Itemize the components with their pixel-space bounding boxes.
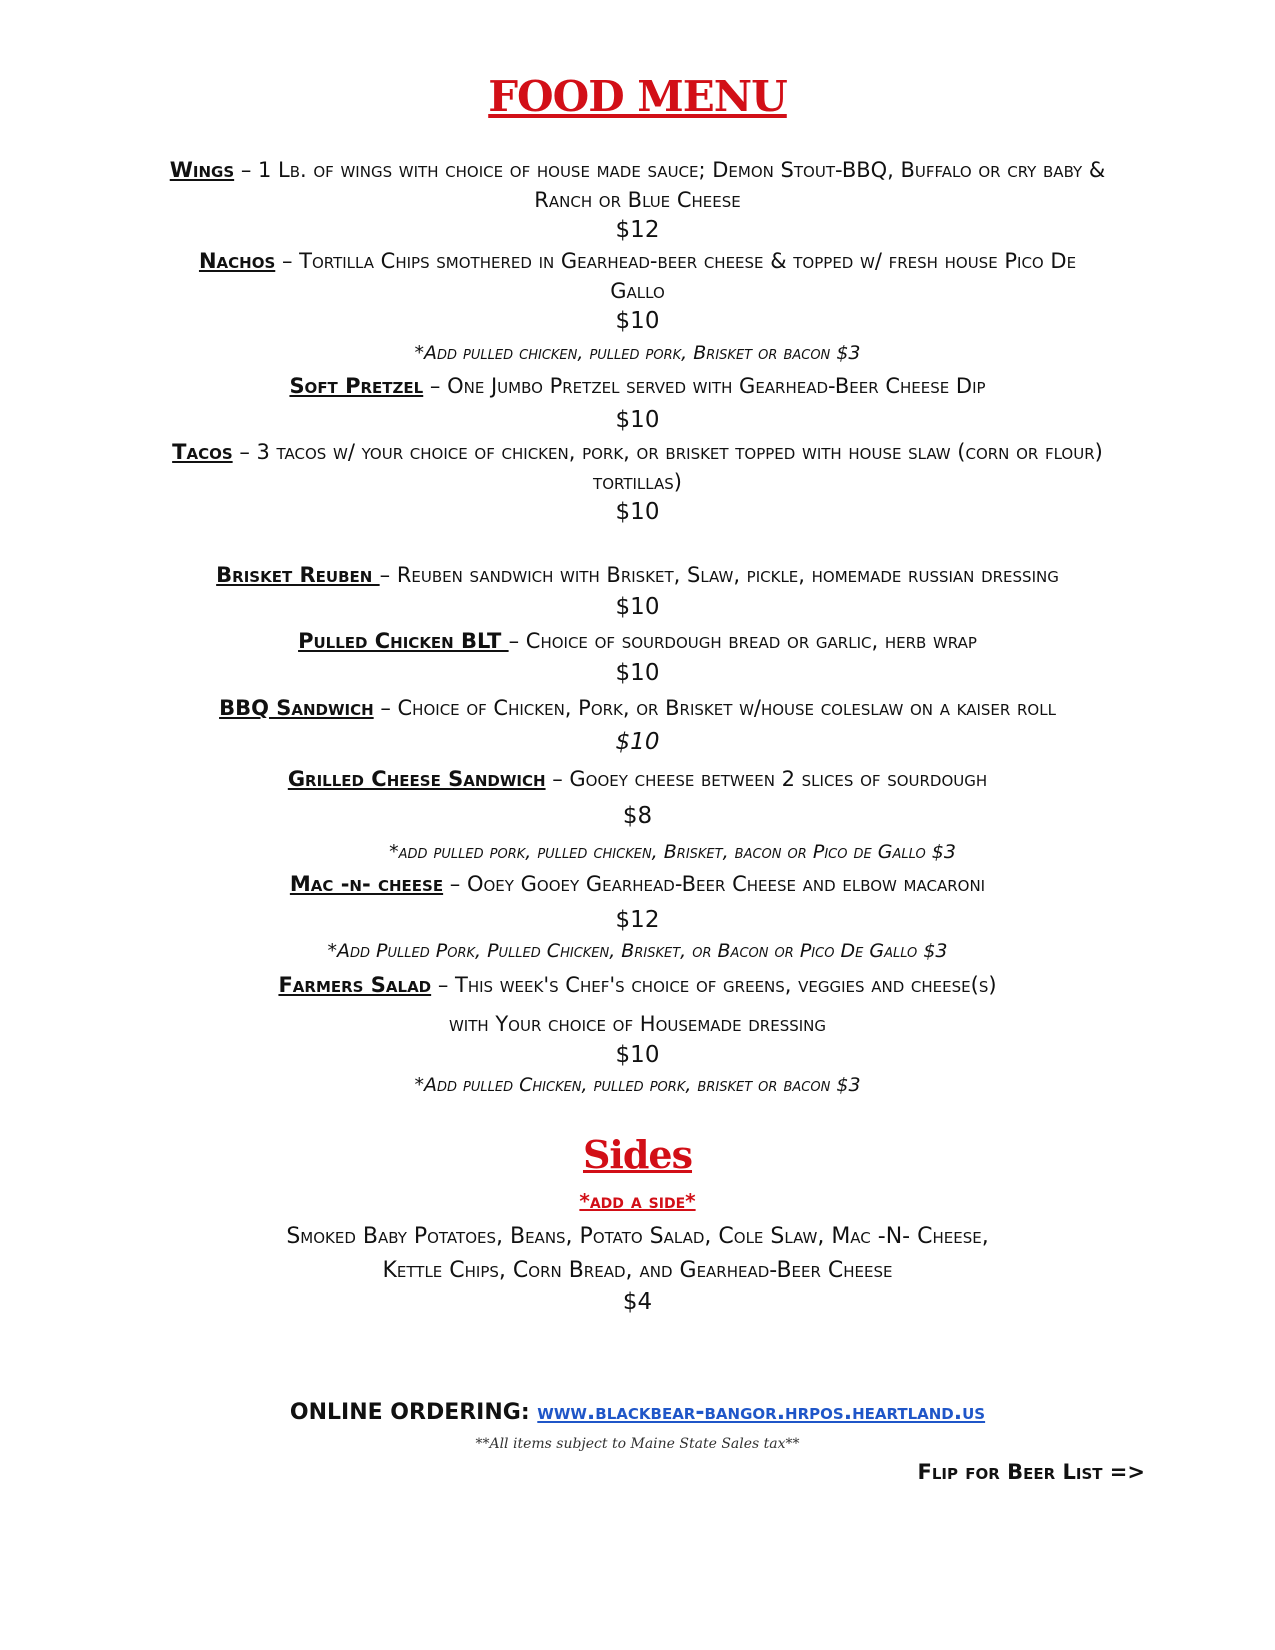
item-desc: – Tortilla Chips smothered in Gearhead-beer cheese & topped w/ fresh house Pico De [275, 249, 1077, 273]
online-ordering [0, 1400, 1275, 1425]
item-name: Farmers Salad [278, 973, 432, 997]
item-price: $10 [615, 499, 660, 525]
page-title: FOOD MENU [488, 72, 787, 121]
item-desc-cont: with Your choice of Housemade dressing [448, 1012, 827, 1036]
item-desc-cont: Gallo [610, 279, 665, 303]
item-price: $12 [615, 907, 660, 933]
item-name: Tacos [172, 440, 233, 464]
item-name: Wings [169, 158, 235, 182]
item-name: Grilled Cheese Sandwich [287, 767, 546, 791]
sides-title: Sides [582, 1132, 693, 1177]
menu-item-farmers-salad [0, 971, 1275, 999]
item-desc: – Reuben sandwich with Brisket, Slaw, pickle, homemade russian dressing [379, 563, 1059, 587]
item-desc: – 3 tacos w/ your choice of chicken, pork, or brisket topped with house slaw (corn or flour) [232, 440, 1103, 464]
sides-add-label [0, 1187, 1275, 1215]
item-desc: – 1 Lb. of wings with choice of house made sauce; Demon Stout-BBQ, Buffalo or cry baby & [234, 158, 1106, 182]
item-price: $12 [615, 217, 660, 243]
tax-note: **All items subject to Maine State Sales tax** [475, 1436, 800, 1452]
item-price: $8 [622, 803, 653, 829]
online-ordering-label: ONLINE ORDERING: [289, 1400, 538, 1425]
menu-item-mac-n-cheese [0, 870, 1275, 898]
item-desc: – This week's Chef's choice of greens, veggies and cheese(s) [431, 973, 997, 997]
item-name: Nachos [198, 249, 276, 273]
item-note: *Add pulled chicken, pulled pork, Brisket or bacon $3 [414, 342, 861, 364]
menu-item-pulled-chicken-blt [0, 627, 1275, 655]
menu-item-grilled-cheese [0, 765, 1275, 793]
sides-list-line2: Kettle Chips, Corn Bread, and Gearhead-Beer Cheese [382, 1258, 893, 1283]
item-price: $10 [615, 729, 660, 755]
item-desc: – Choice of sourdough bread or garlic, herb wrap [508, 629, 977, 653]
menu-item-nachos [0, 247, 1275, 275]
item-desc: – Ooey Gooey Gearhead-Beer Cheese and elbow macaroni [443, 872, 986, 896]
menu-item-brisket-reuben [0, 561, 1275, 589]
item-name: Soft Pretzel [289, 374, 424, 398]
item-name: Brisket Reuben [216, 563, 380, 587]
item-name: Mac -n- cheese [289, 872, 444, 896]
flip-note: Flip for Beer List => [917, 1460, 1145, 1484]
menu-item-bbq-sandwich [0, 694, 1275, 722]
online-ordering-link[interactable]: www.blackbear-bangor.hrpos.heartland.us [537, 1400, 986, 1425]
item-desc-cont: Ranch or Blue Cheese [534, 188, 741, 212]
item-price: $10 [615, 407, 660, 433]
item-note: *Add Pulled Pork, Pulled Chicken, Brisket, or Bacon or Pico De Gallo $3 [327, 940, 948, 962]
item-note: *add pulled pork, pulled chicken, Brisket, bacon or Pico de Gallo $3 [389, 841, 956, 863]
item-price: $10 [615, 660, 660, 686]
menu-item-tacos [0, 438, 1275, 466]
item-desc: – Choice of Chicken, Pork, or Brisket w/house coleslaw on a kaiser roll [373, 696, 1056, 720]
item-note: *Add pulled Chicken, pulled pork, brisket or bacon $3 [414, 1074, 861, 1096]
menu-item-soft-pretzel [0, 372, 1275, 400]
item-price: $10 [615, 1042, 660, 1068]
item-name: BBQ Sandwich [219, 696, 374, 720]
menu-item-wings [0, 156, 1275, 184]
add-a-side-label: *add a side* [579, 1189, 696, 1213]
item-desc: – One Jumbo Pretzel served with Gearhead-Beer Cheese Dip [423, 374, 986, 398]
sides-price: $4 [622, 1289, 653, 1315]
sides-list-line1: Smoked Baby Potatoes, Beans, Potato Salad, Cole Slaw, Mac -N- Cheese, [286, 1224, 989, 1249]
item-price: $10 [615, 308, 660, 334]
item-desc: – Gooey cheese between 2 slices of sourdough [545, 767, 988, 791]
item-desc-cont: tortillas) [593, 470, 682, 494]
item-price: $10 [615, 594, 660, 620]
item-name: Pulled Chicken BLT [298, 629, 509, 653]
